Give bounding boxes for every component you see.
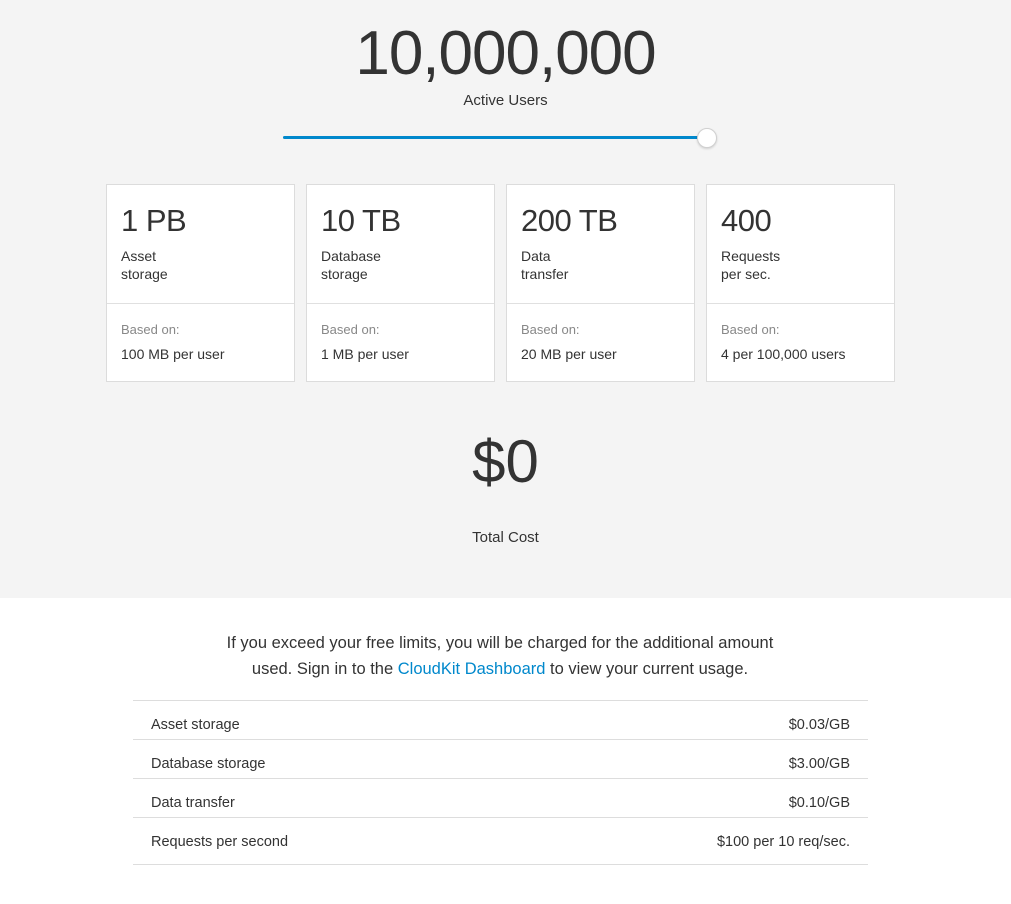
users-slider-fill [283, 136, 707, 139]
card-label-line: Database [321, 248, 381, 264]
notice-text: to view your current usage. [545, 660, 749, 678]
card-label-line: storage [121, 266, 168, 282]
price-value: $100 per 10 req/sec. [716, 834, 850, 850]
card-basis: 100 MB per user [121, 346, 225, 362]
pricing-table [133, 700, 868, 865]
price-name: Asset storage [151, 717, 240, 733]
card-label [321, 247, 381, 283]
table-row [133, 817, 868, 865]
price-value: $0.03/GB [788, 717, 850, 733]
card-database-storage [306, 184, 495, 382]
notice-text: If you exceed your free limits, you will be charged for the additional amount [226, 634, 774, 652]
card-label [121, 247, 168, 283]
card-data-transfer [506, 184, 695, 382]
table-row [133, 739, 868, 778]
active-users-label: Active Users [463, 92, 548, 109]
card-label [721, 247, 780, 283]
card-value: 200 TB [521, 203, 618, 238]
card-basis: 4 per 100,000 users [721, 346, 846, 362]
price-value: $3.00/GB [788, 756, 850, 772]
card-based-on: Based on: [121, 322, 180, 337]
table-row [133, 700, 868, 739]
overage-notice [205, 630, 795, 682]
card-label-line: storage [321, 266, 368, 282]
card-label-line: transfer [521, 266, 569, 282]
price-value: $0.10/GB [788, 795, 850, 811]
total-cost-amount: $0 [472, 428, 539, 495]
card-header [307, 185, 494, 304]
price-name: Requests per second [151, 834, 289, 850]
card-header [707, 185, 894, 304]
usage-cards [106, 184, 896, 382]
card-label-line: per sec. [721, 266, 771, 282]
card-value: 10 TB [321, 203, 401, 238]
users-slider-handle[interactable] [697, 128, 717, 148]
card-label-line: Asset [121, 248, 157, 264]
card-basis: 20 MB per user [521, 346, 617, 362]
active-users-count: 10,000,000 [355, 19, 656, 88]
card-based-on: Based on: [321, 322, 380, 337]
card-requests-per-sec [706, 184, 895, 382]
table-row [133, 778, 868, 817]
card-header [107, 185, 294, 304]
card-header [507, 185, 694, 304]
cloudkit-dashboard-link[interactable]: CloudKit Dashboard [397, 660, 546, 678]
price-name: Database storage [151, 756, 266, 772]
users-slider-track[interactable] [283, 136, 713, 139]
card-basis: 1 MB per user [321, 346, 409, 362]
card-based-on: Based on: [721, 322, 780, 337]
card-value: 1 PB [121, 203, 187, 238]
notice-text: used. Sign in to the [251, 660, 398, 678]
total-cost-label: Total Cost [472, 529, 539, 546]
card-asset-storage [106, 184, 295, 382]
card-label-line: Data [521, 248, 551, 264]
card-label-line: Requests [721, 248, 781, 264]
card-based-on: Based on: [521, 322, 580, 337]
card-value: 400 [721, 203, 772, 238]
card-label [521, 247, 568, 283]
price-name: Data transfer [151, 795, 235, 811]
